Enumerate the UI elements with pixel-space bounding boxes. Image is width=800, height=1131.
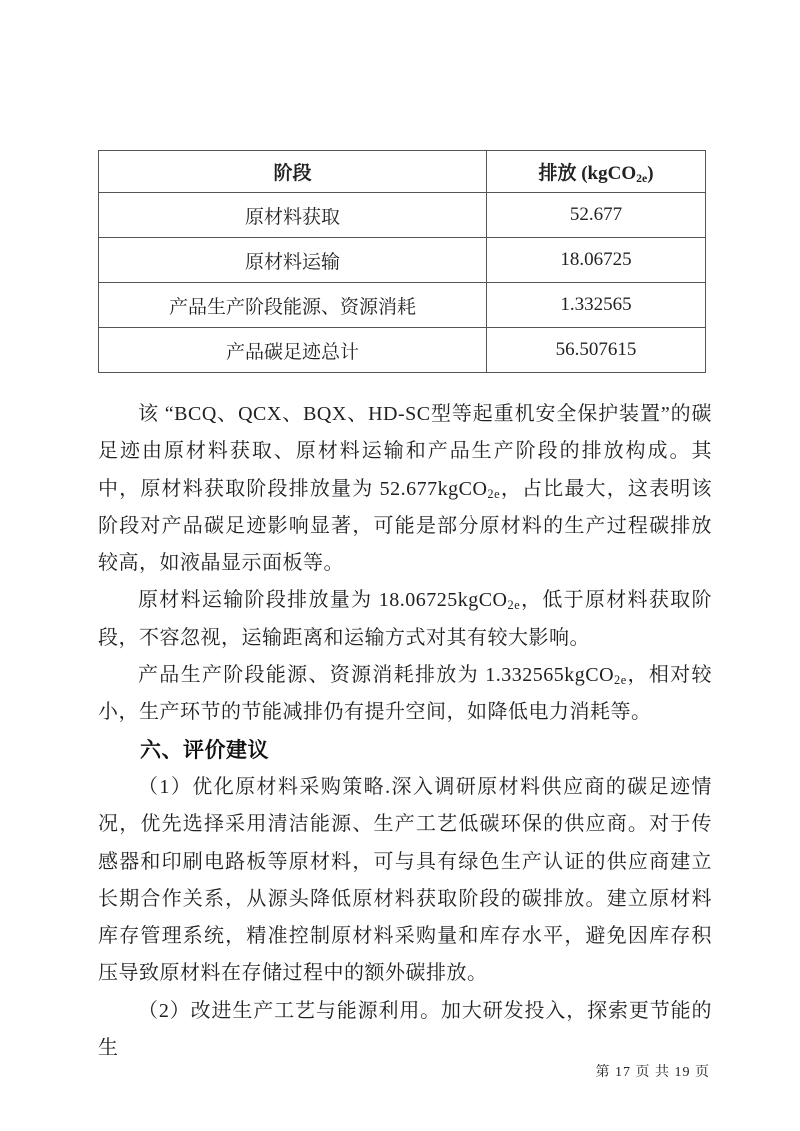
page-number: 第 17 页 共 19 页 [595,1065,710,1080]
paragraph-suggestion-2: （2）改进生产工艺与能源利用。加大研发投入，探索更节能的生 [98,999,712,1060]
cell-value: 1.332565 [487,283,706,328]
table-row [99,238,706,283]
cell-value: 52.677 [487,193,706,238]
paragraph-production-stage: 产品生产阶段能源、资源消耗排放为 1.332565kgCO$_{2e}$，相对较小，生产环节的节能减排仍有提升空间，如降低电力消耗等。 [98,664,712,724]
column-header-emission: 排放 (kgCO$_{2e}$) [487,151,706,193]
cell-value: 18.06725 [487,238,706,283]
column-header-stage: 阶段 [99,151,487,193]
cell-stage: 产品生产阶段能源、资源消耗 [99,283,487,328]
cell-stage: 产品碳足迹总计 [99,328,487,373]
table-row [99,193,706,238]
table-header-row [99,151,706,193]
paragraph-transport-stage: 原材料运输阶段排放量为 18.06725kgCO$_{2e}$，低于原材料获取阶段，不容忽视，运输距离和运输方式对其有较大影响。 [98,589,712,649]
paragraph-suggestion-1: （1）优化原材料采购策略.深入调研原材料供应商的碳足迹情况，优先选择采用清洁能源、生产工艺低碳环保的供应商。对于传感器和印刷电路板等原材料，可与具有绿色生产认证的供应商建立长期合作关系，从源头降低原材料获取阶段的碳排放。建立原材料库存管理系统，精准控制原材料采购量和库存水平，避免因库存积压导致原材料在存储过程中的额外碳排放。 [98,775,712,985]
paragraph-footprint-overview: 该 “BCQ、QCX、BQX、HD-SC型等起重机安全保护装置”的碳足迹由原材料获取、原材料运输和产品生产阶段的排放构成。其中，原材料获取阶段排放量为 52.677kgCO$_{2e}$，占比最大，这表明该阶段对产品碳足迹影响显著，可能是部分原材料的生产过程碳排放较高，如液晶显示面板等。 [98,403,712,575]
cell-stage: 原材料运输 [99,238,487,283]
table-row [99,283,706,328]
section-heading-evaluation: 六、评价建议 [140,738,269,762]
table-row [99,328,706,373]
cell-value: 56.507615 [487,328,706,373]
cell-stage: 原材料获取 [99,193,487,238]
body-text [98,396,712,1067]
emissions-table [98,150,706,373]
